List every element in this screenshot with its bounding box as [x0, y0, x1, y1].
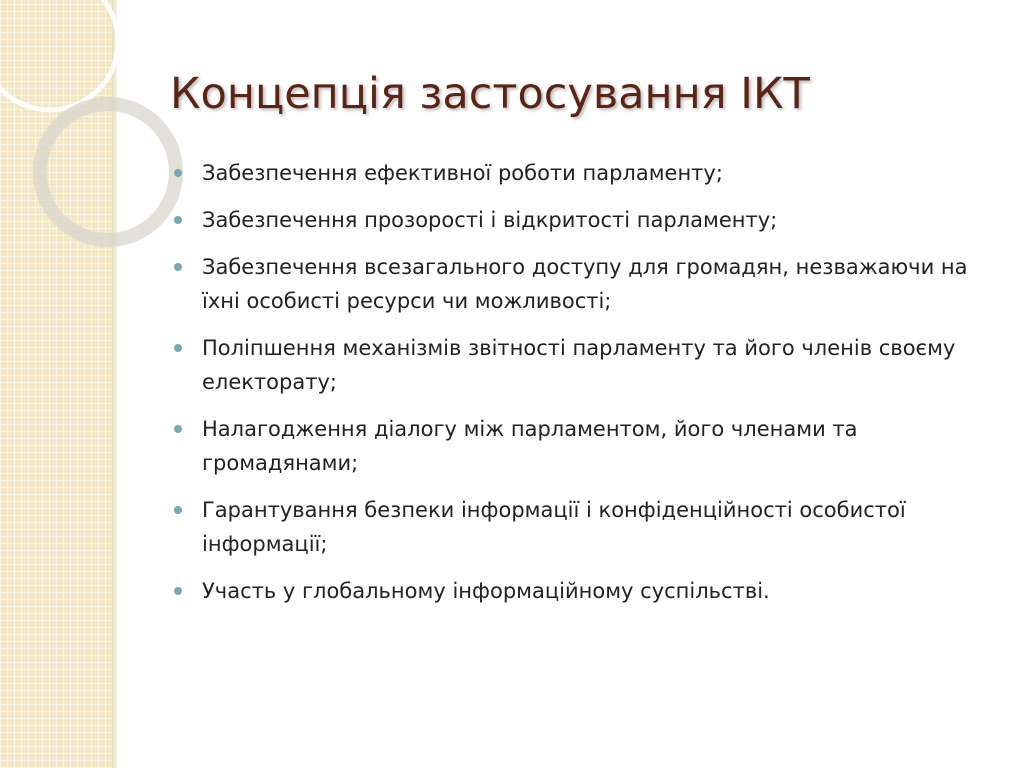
- bullet-item: [174, 574, 974, 608]
- bullet-dot-icon: [174, 169, 182, 177]
- bullet-text: Гарантування безпеки інформації і конфіденційності особистої інформації;: [202, 498, 906, 556]
- bullet-item: [174, 331, 974, 399]
- bullet-item: [174, 250, 974, 318]
- bullet-dot-icon: [174, 263, 182, 271]
- bullet-text: Поліпшення механізмів звітності парламенту та його членів своєму електорату;: [202, 336, 956, 394]
- decorative-rings: [0, 0, 200, 260]
- slide-title: Концепція застосування ІКТ: [170, 69, 810, 119]
- bullet-dot-icon: [174, 216, 182, 224]
- bullet-dot-icon: [174, 506, 182, 514]
- bullet-dot-icon: [174, 344, 182, 352]
- bullet-text: Забезпечення прозорості і відкритості парламенту;: [202, 208, 778, 232]
- bullet-dot-icon: [174, 425, 182, 433]
- bullet-list: [174, 156, 974, 621]
- bullet-text: Участь у глобальному інформаційному суспільстві.: [202, 579, 770, 603]
- bullet-dot-icon: [174, 587, 182, 595]
- bullet-text: Налагодження діалогу між парламентом, його членами та громадянами;: [202, 417, 858, 475]
- bullet-item: [174, 493, 974, 561]
- ring-large: [0, 0, 118, 110]
- bullet-item: [174, 156, 974, 190]
- ring-medium: [40, 104, 176, 240]
- bullet-text: Забезпечення ефективної роботи парламенту;: [202, 161, 723, 185]
- bullet-item: [174, 412, 974, 480]
- bullet-item: [174, 203, 974, 237]
- bullet-text: Забезпечення всезагального доступу для громадян, незважаючи на їхні особисті ресурси чи можливості;: [202, 255, 968, 313]
